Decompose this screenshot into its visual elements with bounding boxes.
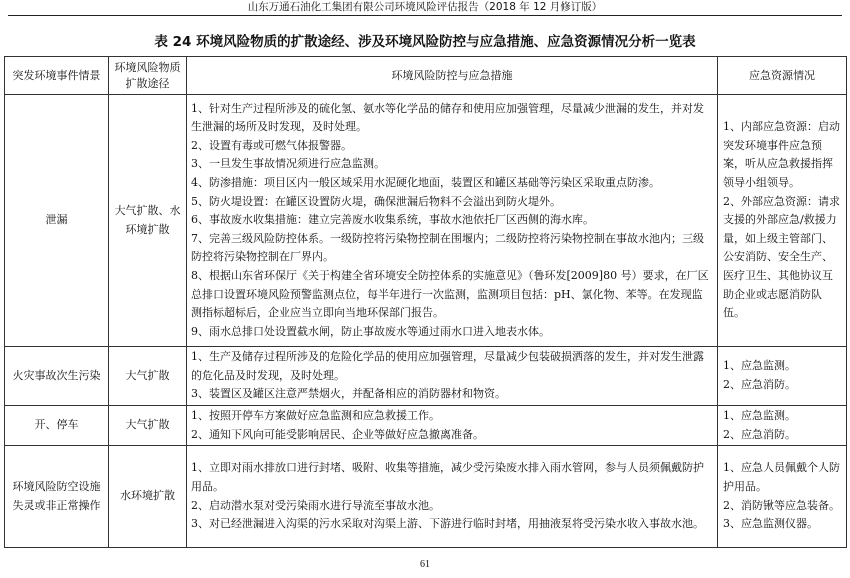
measures-cell: [187, 446, 718, 548]
measures-cell: [187, 347, 718, 406]
measure-item: 3、一旦发生事故情况须进行应急监测。: [191, 157, 385, 171]
resource-item: 1、内部应急资源：启动突发环境事件应急预案，听从应急救援指挥领导小组领导。: [723, 120, 840, 190]
resource-item: 1、应急人员佩戴个人防护用品。: [723, 461, 840, 493]
table-header-row: [5, 57, 847, 95]
resources-cell: [718, 406, 847, 446]
measures-cell: [187, 95, 718, 347]
page-header: 山东万通石油化工集团有限公司环境风险评估报告（2018 年 12 月修订版）: [247, 1, 603, 13]
table-row: [5, 95, 847, 347]
header-scenario: 突发环境事件情景: [5, 57, 109, 95]
measure-item: 2、通知下风向可能受影响居民、企业等做好应急撤离准备。: [191, 427, 484, 441]
diffusion-path-cell: 大气扩散、水环境扩散: [109, 95, 187, 347]
resource-item: 2、应急消防。: [723, 427, 796, 441]
resource-item: 1、应急监测。: [723, 359, 796, 373]
diffusion-path-cell: 大气扩散: [109, 406, 187, 446]
header-divider: [8, 15, 842, 16]
measure-item: 4、防渗措施：项目区内一般区域采用水泥硬化地面，装置区和罐区基础等污染区采取重点防渗。: [191, 176, 660, 190]
resources-cell: [718, 347, 847, 406]
measures-cell: [187, 406, 718, 446]
table-row: [5, 406, 847, 446]
measure-item: 1、按照开停车方案做好应急监测和应急救援工作。: [191, 408, 440, 422]
header-diffusion-path: 环境风险物质扩散途径: [109, 57, 187, 95]
measure-item: 8、根据山东省环保厅《关于构建全省环境安全防控体系的实施意见》（鲁环发[2009]80 号）要求，在厂区总排口设置环境风险预警监测点位，每半年进行一次监测，监测项目包括：pH、氯化物、苯等。在发现监测指标超标后，企业应当立即向当地环保部门报告。: [191, 268, 709, 320]
measure-item: 1、针对生产过程所涉及的硫化氢、氨水等化学品的储存和使用应加强管理，尽量减少泄漏的发生，并对发生泄漏的场所及时发现，及时处理。: [191, 101, 704, 134]
scenario-cell: 环境风险防空设施失灵或非正常操作: [5, 446, 109, 548]
resources-cell: [718, 95, 847, 347]
measure-item: 2、设置有毒或可燃气体报警器。: [191, 138, 352, 152]
measure-item: 6、事故废水收集措施：建立完善废水收集系统，事故水池依托厂区西侧的海水库。: [191, 213, 594, 227]
table-row: [5, 347, 847, 406]
resource-item: 2、应急消防。: [723, 378, 796, 391]
diffusion-path-cell: 水环境扩散: [109, 446, 187, 548]
measure-item: 1、生产及储存过程所涉及的危险化学品的使用应加强管理，尽量减少包装破损洒落的发生，并对发生泄露的危化品及时发现，及时处理。: [191, 350, 704, 382]
resources-cell: [718, 446, 847, 548]
measure-item: 9、雨水总排口处设置截水闸，防止事故废水等通过雨水口进入地表水体。: [191, 324, 550, 338]
measure-item: 7、完善三级风险防控体系。一级防控将污染物控制在围堰内；二级防控将污染物控制在事故水池内；三级防控将污染物控制在厂界内。: [191, 231, 704, 264]
header-resources: 应急资源情况: [718, 57, 847, 95]
header-measures: 环境风险防控与应急措施: [187, 57, 718, 95]
diffusion-path-cell: 大气扩散: [109, 347, 187, 406]
measure-item: 3、对已经泄漏进入沟渠的污水采取对沟渠上游、下游进行临时封堵，用抽液泵将受污染水收入事故水池。: [191, 517, 704, 531]
table-title: 表 24 环境风险物质的扩散途经、涉及环境风险防控与应急措施、应急资源情况分析一览表: [154, 34, 696, 50]
resource-item: 1、应急监测。: [723, 408, 796, 422]
table-row: [5, 446, 847, 548]
resource-item: 2、外部应急资源：请求支援的外部应急/救援力量，如上级主管部门、公安消防、安全生产、医疗卫生、其他协议互助企业或志愿消防队伍。: [723, 194, 840, 320]
risk-analysis-table: [4, 56, 847, 548]
scenario-cell: 开、停车: [5, 406, 109, 446]
measure-item: 3、装置区及罐区注意严禁烟火，并配备相应的消防器材和物资。: [191, 387, 506, 401]
scenario-cell: 泄漏: [5, 95, 109, 347]
measure-item: 1、立即对雨水排放口进行封堵、吸附、收集等措施，减少受污染废水排入雨水管网，参与人员须佩戴防护用品。: [191, 461, 704, 493]
measure-item: 2、启动潜水泵对受污染雨水进行导流至事故水池。: [191, 498, 440, 512]
resource-item: 3、应急监测仪器。: [723, 517, 818, 531]
measure-item: 5、防火堤设置：在罐区设置防火堤，确保泄漏后物料不会溢出到防火堤外。: [191, 194, 561, 208]
page-number: 61: [420, 559, 430, 570]
resource-item: 2、消防锹等应急装备。: [723, 498, 840, 512]
scenario-cell: 火灾事故次生污染: [5, 347, 109, 406]
